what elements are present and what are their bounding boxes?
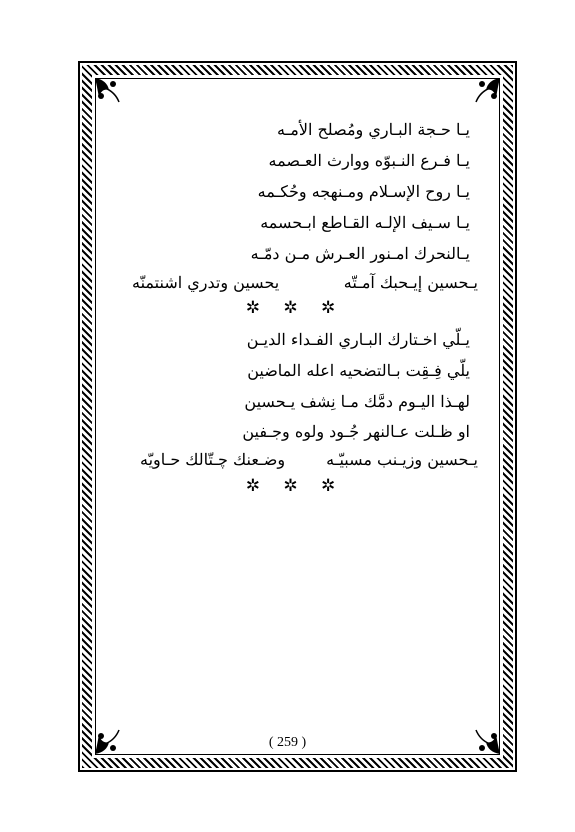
verse-line: يـالنحرك امـنور العـرش مـن دمّـه — [250, 244, 470, 263]
refrain-right-half: يـحسين إيـحبك آمـتّه — [343, 273, 478, 292]
verse-line: يـلّي اخـتارك البـاري الفـداء الديـن — [246, 330, 470, 349]
corner-ornament-icon — [472, 76, 502, 106]
refrain-couplet — [120, 273, 478, 295]
verse-line: لهـذا اليـوم دمَّك مـا نِشف يـحسين — [244, 392, 470, 411]
page-number: ( 259 ) — [268, 735, 307, 750]
refrain-left-half: يحسين وتدري اشنتمنّه — [132, 273, 280, 292]
verse-line: يـا سـيف الإلـه القـاطع ابـحسمه — [260, 213, 470, 232]
refrain-right-half: يـحسين وزيـنب مسبيّـه — [326, 450, 478, 469]
poem-body — [120, 0, 478, 832]
refrain-couplet — [120, 450, 478, 472]
verse-line: يـا فـرع النـبوّه ووارث العـصمه — [268, 151, 470, 170]
verse-line: يلّي فِـقِت بـالتضحيه اعله الماضين — [247, 361, 470, 380]
verse-line: يـا حـجة البـاري ومُصلح الأمـه — [276, 120, 470, 139]
section-separator: ✲ ✲ ✲ — [245, 476, 345, 496]
corner-ornament-icon — [93, 76, 123, 106]
verse-line: او ظـلت عـالنهر جُـود ولوه وجـفين — [242, 422, 470, 441]
verse-line: يـا روح الإسـلام ومـنهجه وحُكـمه — [257, 182, 470, 201]
refrain-left-half: وضـعنك چـتّالك حـاويّه — [140, 450, 286, 469]
section-separator: ✲ ✲ ✲ — [245, 298, 345, 318]
